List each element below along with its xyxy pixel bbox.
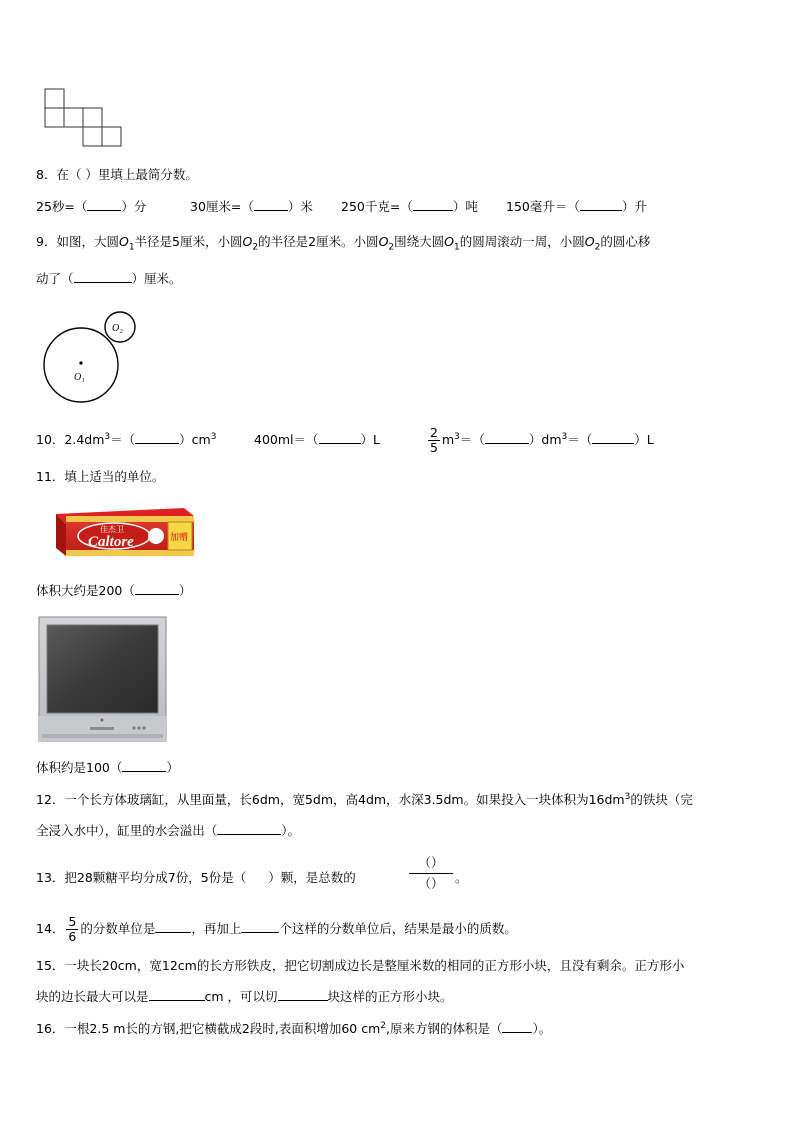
q11-volume-2: 体积约是100（ ） xyxy=(36,760,179,775)
q8-item-2: 30厘米=（ ）米 xyxy=(190,199,313,214)
big-circle-label: O₁ xyxy=(74,372,85,383)
badge-text: 加赠 xyxy=(170,532,189,542)
q12-line-2: 全浸入水中），缸里的水会溢出（ ）。 xyxy=(36,823,301,838)
q16-text: 16．一根2.5 m长的方钢,把它横截成2段时,表面积增加60 $cm^2$,原来方钢的体积是（ ）。 xyxy=(36,1020,552,1036)
toothpaste-box-image xyxy=(52,504,198,558)
television-image xyxy=(38,616,168,742)
small-circle-label: O₂ xyxy=(112,323,123,334)
q10-item-3: $\frac{2}{5}$ $m^3=$（ ）$dm^3=$（ ）L xyxy=(430,425,654,455)
q12-line-1: 12．一个长方体玻璃缸，从里面量，长6dm，宽5dm，高4dm，水深3.5dm。如果投入一块体积为$16dm^3$的铁块（完 xyxy=(36,791,693,807)
q13-end: 。 xyxy=(455,870,468,885)
q10-item-1: 10．$2.4dm^3=$（ ）$cm^3$ xyxy=(36,431,217,447)
q11-volume-1: 体积大约是200（ ） xyxy=(36,583,192,598)
q8-item-4: 150毫升＝（ ）升 xyxy=(506,199,647,214)
brand-cn: 佳杰卫 xyxy=(100,525,124,534)
q8-title: 8．在（ ）里填上最简分数。 xyxy=(36,167,198,182)
q14-text: 14． $\frac{5}{6}$ 的分数单位是 ，再加上 个这样的分数单位后，结果是最小的质数。 xyxy=(36,914,517,944)
q13-text: 13．把28颗糖平均分成7份，5份是（ ）颗，是总数的 xyxy=(36,870,356,885)
q8-item-3: 250千克=（ ）吨 xyxy=(341,199,478,214)
q15-line-1: 15．一块长20cm，宽12cm的长方形铁皮，把它切割成边长是整厘米数的相同的正方形小块，且没有剩余。正方形小 xyxy=(36,958,685,973)
brand-en: Caltore xyxy=(88,534,134,550)
fraction-2-5: $\frac{2}{5}$ xyxy=(430,425,438,455)
circles-figure xyxy=(40,310,140,410)
q9-line-2: 动了（ ）厘米。 xyxy=(36,271,182,286)
q13-fraction: （） （） xyxy=(409,853,453,894)
q9-line-1: 9．如图，大圆$O_1$半径是5厘米，小圆$O_2$的半径是2厘米。小圆$O_2$围绕大圆$O_1$的圆周滚动一周，小圆$O_2$的圆心移 xyxy=(36,234,651,253)
q11-title: 11．填上适当的单位。 xyxy=(36,469,165,484)
q10-item-2: 400ml＝（ ）L xyxy=(254,432,380,447)
fraction-5-6: $\frac{5}{6}$ xyxy=(68,914,77,944)
cube-net-figure xyxy=(44,88,126,148)
q8-item-1: 25秒=（ ）分 xyxy=(36,199,147,214)
q15-line-2: 块的边长最大可以是 cm ，可以切 块这样的正方形小块。 xyxy=(36,989,453,1004)
